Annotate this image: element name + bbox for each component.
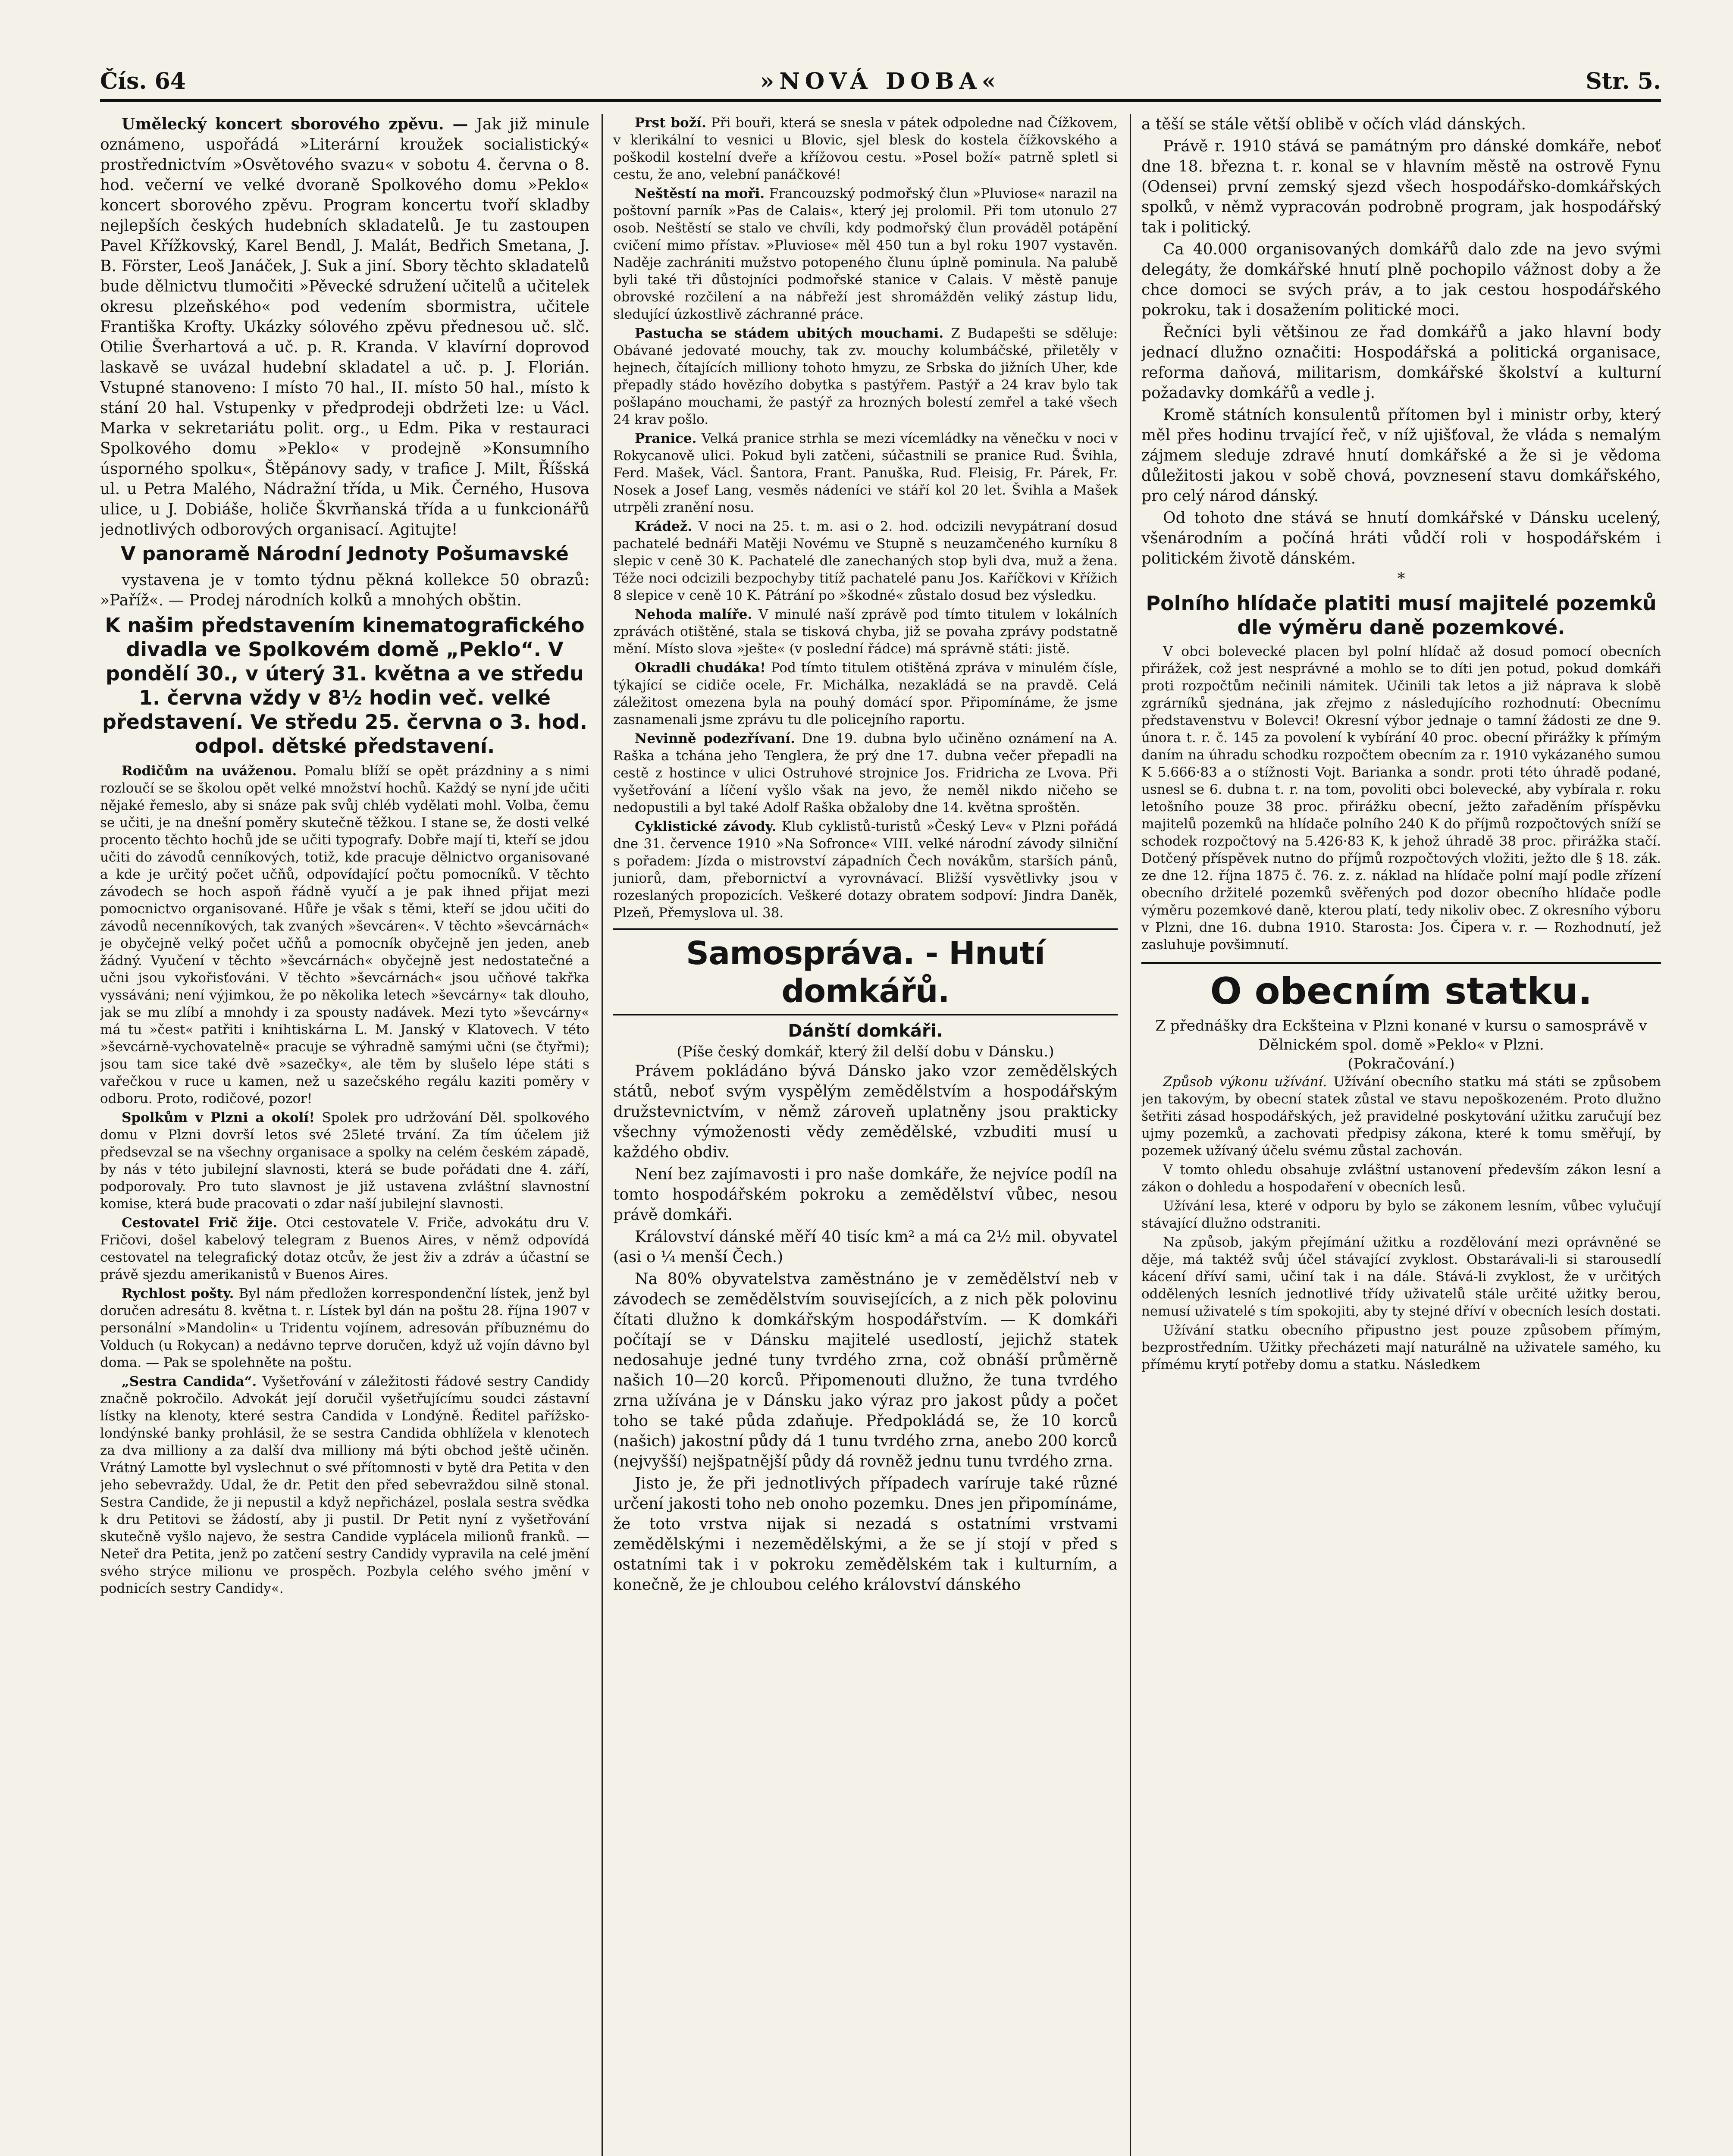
article-body: V minulé naší zprávě pod tímto titulem v lokálních zprávách otištěné, stala se tisková chyba, již se povaha zprávy podstatně mění. Místo slova »ješte« (v poslední řádce) má správně státi: jistě. — [613, 607, 1118, 657]
issue-number: Čís. 64 — [100, 68, 186, 94]
article — [613, 606, 1118, 658]
article-note: Z přednášky dra Eckšteina v Plzni konané v kursu o samosprávě v Dělnickém spol. domě »Peklo« v Plzni. — [1155, 1017, 1647, 1053]
column-2 — [613, 114, 1118, 2156]
article-body: Klub cyklistů-turistů »Český Lev« v Plzni pořádá dne 31. července 1910 »Na Sofronce« VIII. velké národní závody silniční s pořadem: Jízda o mistrovství západních Čech novákům, starších pánů, juniorů, dam, přebornictví a vyrovnávací. Bližší vysvětlivky jsou v rozeslaných propozicích. Veškeré dotazy obratem sodpoví: Jindra Daněk, Plzeň, Přemyslova ul. 38. — [613, 819, 1118, 921]
article — [613, 659, 1118, 728]
article-lead: Okradli chudáka! — [635, 660, 766, 676]
article-lead: Cestovatel Frič žije. — [122, 1215, 278, 1231]
paragraph: Užívání statku obecního připustno jest pouze způsobem přímým, bezprostředním. Užitky přecházeti mají naturálně na uživatele samého, ku přímému krytí potřeby domu a statku. Následkem — [1141, 1322, 1661, 1373]
article — [613, 518, 1118, 604]
article-body: Byl nám předložen korrespondenční lístek, jenž byl doručen adresátu 8. května t. r. Lístek byl dán na poštu 28. října 1907 v personální »Mandolin« u Tridentu vojínem, adresován příbuznému do Volduch (u Rokycan) a nedávno teprve doručen, když už vojín dávno byl doma. — Pak se spolehněte na poštu. — [100, 1286, 589, 1370]
page-header — [100, 65, 1661, 102]
section-subtitle: Dánští domkáři. — [788, 1021, 943, 1041]
column-1 — [100, 114, 589, 2156]
article-body: Spolek pro udržování Děl. spolkového domu v Plzni dovrší letos své 25leté trvání. Za tím účelem již předsevzal se na všechny organisace a spolky na celém českém západě, by nás v této jubilejní slavnosti, která se bude pořádati dne 4. září, podporovaly. Pro tuto slavnost je již ustavena zvláštní slavnostní komise, která bude pracovati o zdar naší jubilejní slavnosti. — [100, 1110, 589, 1212]
article-lead: Prst boží. — [635, 115, 706, 131]
page-number: Str. 5. — [1586, 68, 1661, 94]
notice-headline: V panoramě Národní Jednoty Pošumavské — [121, 543, 569, 565]
article-body: Z Budapešti se sděluje: Obávané jedovaté mouchy, tak zv. mouchy kolumbáčské, přiletěly v hejnech, čítajících milliony tohoto hmyzu, ze Srbska do jižních Uher, kde přepadly stádo hovězího dobytka s pastýřem. Pastýř a 24 krav bylo tak pošlapáno mouchami, že pastýř za hrozných bolestí zemřel a také všech 24 krav pošlo. — [613, 326, 1118, 427]
section-note: (Píše český domkář, který žil delší dobu v Dánsku.) — [677, 1043, 1054, 1060]
article-lead: Cyklistické závody. — [635, 819, 777, 834]
paragraph: a těší se stále větší oblibě v očích vlád dánských. — [1141, 116, 1526, 133]
paragraph: Právem pokládáno bývá Dánsko jako vzor zemědělských států, neboť svým vyspělým zemědělstvím a hospodářským družstevnictvím, v němž zároveň uplatněny jsou prakticky všechny výmoženosti vědy zemědělské, vzbuditi musí u každého obdiv. — [613, 1062, 1118, 1161]
article-note: (Pokračování.) — [1348, 1055, 1455, 1072]
column-3 — [1141, 114, 1661, 2156]
notice-headline: K našim představením kinematografického divadla ve Spolkovém domě „Peklo“. V pondělí 30., v úterý 31. května a ve středu 1. června vždy v 8½ hodin več. velké představení. Ve středu 25. června o 3. hod. odpol. dětské představení. — [102, 614, 587, 758]
paragraph: Kromě státních konsulentů přítomen byl i ministr orby, který měl přes hodinu trvající řeč, v níž ujišťoval, že vláda s nemalým zájmem sleduje zdravé hnutí domkářské a že si je vědoma důležitosti jakou v sobě chová, povznesení stavu domkářského, pro celý národ dánský. — [1141, 406, 1661, 505]
article-body: Dne 19. dubna bylo učiněno oznámení na A. Raška a tchána jeho Tenglera, že prý dne 17. dubna večer přepadli na cestě z hostince v ulici Ostruhové strojnice Jos. Fridricha ze Lvova. Při vyšetřování a líčení vyšlo však na jevo, že neměl nikdo ničeho se nedopustili a byl také Adolf Raška obžaloby dne 14. května sproštěn. — [613, 731, 1118, 815]
masthead: »NOVÁ DOBA« — [760, 68, 1001, 94]
article-title: Polního hlídače platiti musí majitelé pozemků dle výměru daně pozemkové. — [1146, 592, 1657, 639]
article-lead: „Sestra Candida“. — [122, 1374, 257, 1389]
article-lead: Rodičům na uváženou. — [122, 763, 297, 779]
article-body: Vyšetřování v záležitosti řádové sestry Candidy značně pokročilo. Advokát její doručil vyšetřujícímu soudci zástavní lístky na klenoty, které sestra Candida v Londýně. Ředitel pařížsko-londýnské banky prohlásil, že se sestra Candida obhlížela v klenotech za dva milliony a za další dva milliony má býti obchod ještě učiněn. Vrátný Lamotte byl vyslechnut o své přítomnosti v bytě dra Petita v den jeho sebevraždy. Udal, že dr. Petit den před sebevraždou silně stonal. Sestra Candide, že ji nepustil a když nepřicházel, poslala sestra svědka k dru Petitovi se žádostí, aby ji pustil. Dr Petit nyní z vyšetřování skutečně vyšlo najevo, že sestra Candide vyplácela milionů franků. — Neteř dra Petita, jenž po zatčení sestry Candidy vypravila na celé jmění svého strýce milionu ve prospěch. Pozbyla celého svého jmění v podnicích sestry Candidy«. — [100, 1374, 589, 1596]
article — [613, 185, 1118, 323]
paragraph: Od tohoto dne stává se hnutí domkářské v Dánsku ucelený, všenárodním a počíná hráti vůdčí roli v hospodářském i politickém životě dánském. — [1141, 509, 1661, 567]
article-body: Velká pranice strhla se mezi vícemládky na věnečku v noci v Rokycanově ulici. Pokud byli zatčeni, súčastnili se pranice Rud. Švihla, Ferd. Mašek, Václ. Šantora, Frant. Panuška, Rud. Fleisig, Fr. Párek, Fr. Nosek a Josef Lang, vesměs nádeníci ve stáří kol 20 let. Švihla a Mašek utrpěli zranění nosu. — [613, 431, 1118, 515]
article-body: vystavena je v tomto týdnu pěkná kollekce 50 obrazů: »Paříž«. — Prodej národních kolků a mnohých obštin. — [100, 571, 589, 609]
columns — [100, 114, 1661, 2156]
article-lead: Pastucha se stádem ubitých mouchami. — [635, 326, 944, 341]
article — [100, 1285, 589, 1371]
paragraph — [1141, 1073, 1661, 1159]
article-body: Pomalu blíží se opět prázdniny a s nimi rozloučí se se školou opět velké množství hochů. Každý se nyní jde učiti nějaké řemeslo, aby si snáze pak svůj chléb vydělati mohl. Volba, čemu se učiti, je na dnešní poměry skutečně těžkou. I stane se, že dosti velké procento těchto hochů jde se učiti typografy. Dobře mají ti, kteří se jdou učiti do závodů cenníkových, totiž, kde pracuje dělnictvo organisované a kde je určitý počet učňů, odpovídající počtu pomocníků. V těchto závodech se hoch aspoň řádně vyučí a je pak ihned přijat mezi pomocnictvo organisované. Hůře je však s těmi, kteří se jdou učiti do závodů necenníkových, tak zvaných »ševcáren«. V těchto »ševcárnách« je obyčejně velký počet učňů a pomocník obyčejně jen jeden, aneb žádný. Vyučení v těchto »ševcárnách« obyčejně jest nedostatečné a učni jsou vykořisťováni. V těchto »ševcárnách« jsou učňové takřka vyssáváni; není výjimkou, že po několika letech »ševcárny« tak dlouho, jak se mu zlíbí a mnohdy i za spousty nadávek. Mezi tyto »ševcárny« má tu »čest« patřiti i knihtiskárna L. M. Janský v Klatovech. V této »ševcárně-vychovatelně« pracuje se výhradně samými učni (se čtyřmi); jsou tam sice také dvě »sazečky«, ale těm by slušelo lépe státi s vařečkou v ruce u kamen, než u sazečského regálu kaziti poměry v odboru. Proto, rodičové, pozor! — [100, 763, 589, 1106]
paragraph: Právě r. 1910 stává se památným pro dánské domkáře, neboť dne 18. března t. r. konal se v hlavním městě na ostrově Fynu (Odensei) první zemský sjezd všech hospodářsko-domkářských spolků, v němž vypracován podrobně program, jak hospodářský tak i politický. — [1141, 138, 1661, 236]
article-lead: Rychlost pošty. — [122, 1286, 234, 1301]
article-lead: Krádež. — [635, 519, 693, 534]
paragraph: Království dánské měří 40 tisíc km² a má ca 2½ mil. obyvatel (asi o ¼ menší Čech.) — [613, 1228, 1118, 1266]
paragraph-lead: Způsob výkonu užívání. — [1163, 1074, 1327, 1090]
article-body: Francouzský podmořský člun »Pluviose« narazil na poštovní parník »Pas de Calais«, který jej prolomil. Při tom utonulo 27 osob. Neštěstí se stalo ve chvíli, kdy podmořský člun prováděl potápění cvičení mimo přístav. »Pluviose« měl 450 tun a byl roku 1907 vystavěn. Naděje zachrániti mužstvo potopeného člunu úplně pominula. Na palubě byli také tři důstojníci podmořské stanice v Calais. V městě panuje obrovské rozčilení a na nábřeží jest shromážděn veliký zástup lidu, sledující úzkostlivě záchranné práce. — [613, 186, 1118, 322]
article-body: Pod tímto titulem otištěná zpráva v minulém čísle, týkající se cidiče ocele, Fr. Michálka, nezakládá se na pravdě. Celá záležitost omezena byla na pouhý domácí spor. Připomínáme, že jsme zasnamenali jsme zprávu tu dle policejního raportu. — [613, 660, 1118, 727]
article — [613, 325, 1118, 428]
article-lead: Umělecký koncert sborového zpěvu. — — [122, 115, 468, 133]
article — [613, 114, 1118, 183]
article-body: Jak již minule oznámeno, uspořádá »Literární kroužek socialistický« prostřednictvím »Osvětového svazu« v sobotu 4. června o 8. hod. večerní ve velké dvoraně Spolkového domu »Peklo« koncert sborového zpěvu. Program koncertu tvoří skladby nejlepších českých hudebních skladatelů. Je tu zastoupen Pavel Křížkovský, Karel Bendl, J. Malát, Bedřich Smetana, J. B. Förster, Leoš Janáček, J. Suk a jiní. Sbory těchto skladatelů bude dělnictvu tlumočiti »Pěvecké sdružení učitelů a učitelek okresu plzeňského« pod vedením sbormistra, učitele Františka Krofty. Ukázky sólového zpěvu přednesou uč. slč. Otilie Šverhartová a uč. p. R. Kranda. V klavírní doprovod laskavě se uvázal hudební skladatel a uč. p. J. Florián. Vstupné stanoveno: I místo 70 hal., II. místo 50 hal., místo k stání 20 hal. Vstupenky v předprodeji obdržeti lze: u Václ. Marka v sekretariátu polit. org., u Edm. Pika v restauraci Spolkového domu »Peklo« v prodejně »Konsumního úsporného spolku«, Štěpánovy sady, v trafice J. Milt, Říšská ul. u Petra Malého, Nádražní třída, u Mik. Černého, Husova ulice, u J. Dobiáše, holiče Škvrňanská třída a u funkcionářů jednotlivých odborových organisací. Agitujte! — [100, 116, 589, 539]
section-header — [613, 928, 1118, 1015]
star-divider: * — [1397, 570, 1405, 588]
article — [100, 1109, 589, 1213]
article-lead: Neštěstí na moři. — [635, 186, 765, 201]
article-title: O obecním statku. — [1141, 962, 1661, 1013]
article-lead: Spolkům v Plzni a okolí! — [122, 1110, 315, 1125]
article-lead: Nevinně podezřívaní. — [635, 731, 795, 746]
paragraph: V obci bolevecké placen byl polní hlídač až dosud pomocí obecních přirážek, což jest nesprávné a mohlo se to díti jen potud, pokud domkáři proti rozpočtům nečinili námitek. Učinili tak letos a již náprava k slobě zgrárníků sjednána, jak zřejmo z následujícího rozhodnutí: Obecnímu představenstvu v Bolevci! Okresní výbor jednaje o tamní žádosti ze dne 9. února t. r. č. 145 za povolení k vybírání 40 proc. obecní přirážky k přímým daním na úhradu schodku rozpočtem obecním za r. 1910 vykázaného sumou K 5.666·83 a o stížnosti Vojt. Barianka a sondr. proti této úhradě podané, usnesl se 6. dubna t. r. na tom, povoliti obci bolevecké, aby vybírala r. roku letošního pouze 38 proc. přirážku obecní, ježto zařaděním příspěvku majitelů pozemků na hlídače polního 240 K do příjmů rozpočtových sníží se schodek rozpočtový na 5.426·83 K, k jehož úhradě 38 proc. přirážka stačí. Dotčený příspěvek nutno do příjmů rozpočtových vložiti, ježto dle § 18. zák. ze dne 12. října 1875 č. 76. z. z. náklad na hlídače polní mají podle zřízení obecního držitelé pozemků svěřených pod dozor obecního hlídače podle výměru pozemkové daně, kterou platí, tedy nikoliv obec. Z okresního výboru v Plzni, dne 16. dubna 1910. Starosta: Jos. Čipera v. r. — Rozhodnutí, jež zasluhuje povšimnutí. — [1141, 644, 1661, 953]
paragraph-body: Užívání obecního statku má státi se způsobem jen takovým, by obecní statek zůstal ve stavu nepoškozeném. Proto dlužno šetřiti zásad hospodářských, jež pravidelné poskytování užitku zaručují bez ujmy pozemků, a zachovati předpisy zákona, které k tomu směřují, by pozemek užívaný účelu svému zůstal zachován. — [1141, 1074, 1661, 1159]
paragraph: V tomto ohledu obsahuje zvláštní ustanovení především zákon lesní a zákon o dohledu a hospodaření v obecních lesů. — [1141, 1162, 1661, 1195]
paragraph: Řečníci byli většinou ze řad domkářů a jako hlavní body jednací dlužno označiti: Hospodářská a politická organisace, reforma daňová, militarism, domkářské školství a kulturní požadavky domkářů a vedle j. — [1141, 323, 1661, 402]
article-lead: Nehoda malíře. — [635, 607, 752, 622]
paragraph: Není bez zajímavosti i pro naše domkáře, že nejvíce podíl na tomto hospodářském pokroku a zemědělství vůbec, nesou právě domkáři. — [613, 1166, 1118, 1224]
article — [100, 762, 589, 1107]
article-body: Otci cestovatele V. Friče, advokátu dru V. Fričovi, došel kabelový telegram z Buenos Aires, v němž odpovídá cestovatel na telegrafický dotaz otcův, že jest živ a zdráv a účastní se právě sjezdu amerikanistů v Buenos Aires. — [100, 1215, 589, 1282]
article — [613, 730, 1118, 816]
newspaper-page — [100, 65, 1661, 2156]
paragraph: Ca 40.000 organisovaných domkářů dalo zde na jevo svými delegáty, že domkářské hnutí plně pochopilo vážnost doby a že chce domoci se svých práv, a to jak cestou hospodářského pokroku, tak i dosažením politické moci. — [1141, 241, 1661, 319]
article — [100, 1214, 589, 1283]
article-body: Při bouři, která se snesla v pátek odpoledne nad Čížkovem, v klerikální to vesnici u Blovic, sjel blesk do kostela čížkovského a poškodil kostelní dveře a křížovou cestu. »Posel boží« patrně spletl si cestu, že ano, velební panáčkové! — [613, 115, 1118, 182]
article — [613, 430, 1118, 516]
article — [100, 114, 589, 540]
article-body: V noci na 25. t. m. asi o 2. hod. odcizili nevypátraní dosud pachatelé bednáři Matěji Novému ve Stupně s neuzamčeného kurníku 8 slepic v ceně 30 K. Pachatelé dle zanechaných stop byli dva, muž a žena. Téže noci odcizili bezpochyby titíž pachatelé panu Jos. Kaříčkovi v Křížich 8 slepice v ceně 10 K. Pátrání po »škodné« zůstalo dosud bez výsledku. — [613, 519, 1118, 603]
section-title: Samospráva. - Hnutí domkářů. — [686, 935, 1045, 1010]
article — [100, 1373, 589, 1597]
article — [613, 818, 1118, 921]
paragraph: Jisto je, že při jednotlivých případech varíruje také různé určení jakosti toho neb onoho pozemku. Dnes jen připomínáme, že toto vrstva nijak si nezadá s ostatními vrstvami zemědělskými i nezemědělskými, a že se jí stojí v před s ostatními tak i v pokroku zemědělském tak i kulturním, a konečně, že je chloubou celého království dánského — [613, 1475, 1118, 1594]
article-lead: Pranice. — [635, 431, 697, 446]
paragraph: Užívání lesa, které v odporu by bylo se zákonem lesním, vůbec vylučují stávající dlužno odstraniti. — [1141, 1198, 1661, 1231]
paragraph: Na 80% obyvatelstva zaměstnáno je v zemědělství neb v závodech se zemědělstvím souvisejících, a z nich pěk polovinu čítati dlužno k domkářským hospodářstvím. — K domkáři počítají se v Dánsku majitelé usedlostí, jejichž statek nedosahuje jedné tuny tvrdého zrna, což obnáší průměrně našich 10—20 korců. Připomenouti dlužno, že tuna tvrdého zrna užívána je v Dánsku jako výraz pro jakost půdy a počet toho se také půda zdaňuje. Předpokládá se, že 10 korců (našich) jakostní půdy dá 1 tunu tvrdého zrna, anebo 200 korců (nejvyšší) nejšpatnější půdy dá rovněž jednu tunu tvrdého zrna. — [613, 1270, 1118, 1470]
paragraph: Na způsob, jakým přejímání užitku a rozdělování mezi oprávněné se děje, má taktéž svůj účel stávající zvyklost. Obstarávali-li si starousedlí kácení dříví sami, učiní tak i na dále. Stává-li zvyklost, že v určitých oddělených lesních jednotlivé třídy uživatelů stále určité užitky berou, nemusí uživatelé s tím spokojiti, aby ty stejné dříví v obecních lesích dostati. — [1141, 1235, 1661, 1319]
